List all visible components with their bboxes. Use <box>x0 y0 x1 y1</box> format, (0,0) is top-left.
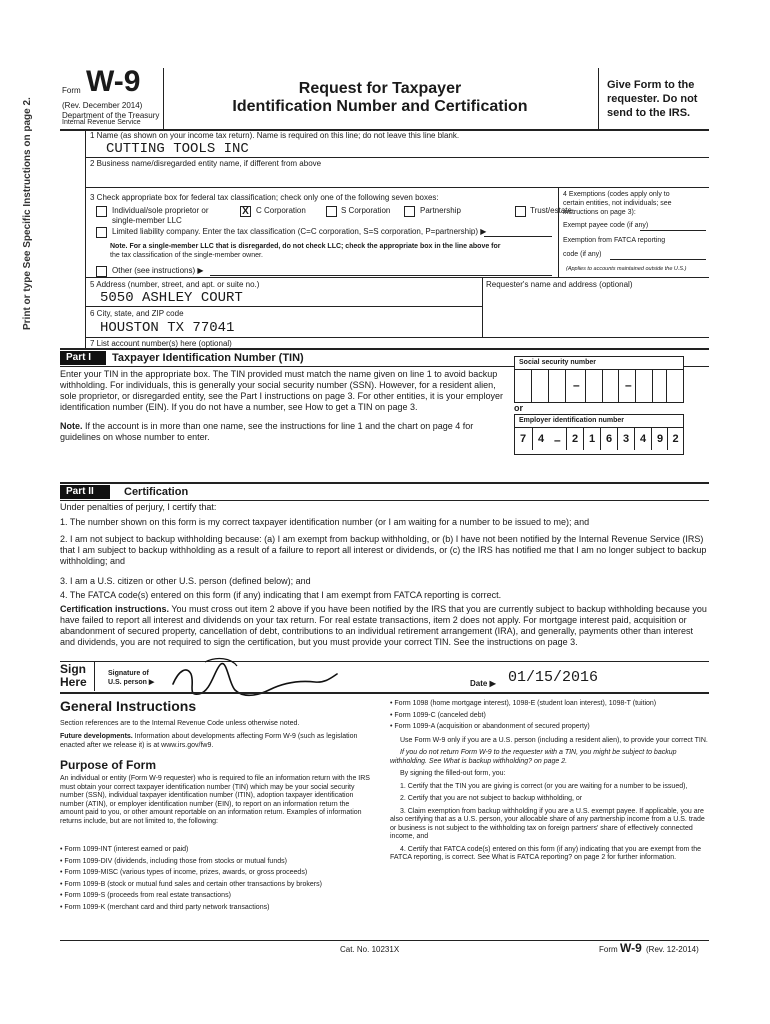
fatca-applies-note: (Applies to accounts maintained outside the U.S.) <box>566 266 687 272</box>
cert-item-3: 3. I am a U.S. citizen or other U.S. person (defined below); and <box>60 576 311 586</box>
form-title-line2: Identification Number and Certification <box>232 98 528 115</box>
exemptions-line2: certain entities, not individuals; see <box>563 200 672 207</box>
bullet-1098: • Form 1098 (home mortgage interest), 1098-E (student loan interest), 1098-T (tuition) <box>390 700 657 707</box>
llc-note-line2: the tax classification of the single-member owner. <box>110 252 263 259</box>
requester-label: Requester's name and address (optional) <box>486 280 633 289</box>
ein-label-box <box>514 414 684 428</box>
ssn-digit-5[interactable] <box>602 370 619 402</box>
ein-digit-6[interactable]: 3 <box>617 428 634 450</box>
footer-revision: (Rev. 12-2014) <box>646 945 699 954</box>
agency: Internal Revenue Service <box>62 119 141 126</box>
footer-form-word: Form <box>599 945 618 954</box>
here-label: Here <box>60 675 87 689</box>
exemptions-line3: instructions on page 3): <box>563 209 636 216</box>
give-form-line3: send to the IRS. <box>607 107 691 119</box>
signature-label2: U.S. person ▶ <box>108 679 155 686</box>
cert-item-2: 2. I am not subject to backup withholding because: (a) I am exempt from backup withholding, or (b) I have not been notified by the Internal Revenue Service (IRS) that I am subject to backup withholding as a result of a failure to report all interest or dividends, or (c) the IRS has notified me that I am no longer subject to backup withholding; and <box>60 534 707 566</box>
line7-label: 7 List account number(s) here (optional) <box>90 339 232 348</box>
individual-label2: single-member LLC <box>112 216 182 225</box>
llc-label: Limited liability company. Enter the tax classification (C=C corporation, S=S corporation, P=partnership) ▶ <box>112 227 487 236</box>
trust-estate-label: Trust/estate <box>530 206 572 215</box>
date-label: Date ▶ <box>470 679 496 688</box>
certify-1: 1. Certify that the TIN you are giving is correct (or you are waiting for a number to be issued), <box>400 782 688 790</box>
llc-note-line1: Note. For a single-member LLC that is disregarded, do not check LLC; check the appropriate box in the line above for <box>110 243 501 250</box>
c-corporation-checkbox[interactable]: X <box>240 206 251 217</box>
cert-item-1: 1. The number shown on this form is my correct taxpayer identification number (or I am waiting for a number to be issued to me); and <box>60 517 590 527</box>
section-references: Section references are to the Internal Revenue Code unless otherwise noted. <box>60 720 300 727</box>
s-corporation-checkbox[interactable] <box>326 206 337 217</box>
s-corporation-label: S Corporation <box>341 206 391 215</box>
department: Department of the Treasury <box>62 111 160 120</box>
part1-note: Note. If the account is in more than one name, see the instructions for line 1 and the chart on page 4 for guidelines on whose number to enter. <box>60 421 474 442</box>
ein-dash: – <box>554 433 561 447</box>
ssn-dash-2: – <box>625 378 632 392</box>
individual-label: Individual/sole proprietor or <box>112 206 209 215</box>
part1-title: Taxpayer Identification Number (TIN) <box>112 352 304 364</box>
bullet-1099-b: • Form 1099-B (stock or mutual fund sales and certain other transactions by brokers) <box>60 880 322 888</box>
cert-item-4: 4. The FATCA code(s) entered on this form (if any) indicating that I am exempt from FATCA reporting is correct. <box>60 590 502 600</box>
part2-tag: Part II <box>60 485 110 499</box>
exemptions-line1: 4 Exemptions (codes apply only to <box>563 191 670 198</box>
bullet-1099-div: • Form 1099-DIV (dividends, including those from stocks or mutual funds) <box>60 857 287 865</box>
bullet-1099-c: • Form 1099-C (canceled debt) <box>390 711 486 719</box>
footer-form-number: W-9 <box>620 941 642 955</box>
signature-scribble[interactable] <box>165 650 345 704</box>
other-checkbox[interactable] <box>96 266 107 277</box>
form-title-line1: Request for Taxpayer <box>298 80 462 97</box>
perjury-intro: Under penalties of perjury, I certify that: <box>60 502 217 512</box>
ein-digit-3[interactable]: 2 <box>566 428 583 450</box>
catalog-number: Cat. No. 10231X <box>340 945 400 954</box>
line2-label: 2 Business name/disregarded entity name, if different from above <box>90 159 322 168</box>
give-form-line1: Give Form to the <box>607 79 695 91</box>
signature-label1: Signature of <box>108 670 149 677</box>
purpose-heading: Purpose of Form <box>60 758 157 772</box>
ssn-digit-6[interactable] <box>635 370 653 402</box>
form-word: Form <box>62 86 81 95</box>
ssn-entry-box[interactable] <box>514 369 684 403</box>
certify-2: 2. Certify that you are not subject to backup withholding, or <box>400 795 583 802</box>
other-label: Other (see instructions) ▶ <box>112 266 204 275</box>
certify-4: 4. Certify that FATCA code(s) entered on this form (if any) indicating that you are exempt from the FATCA reporting, is correct. See What is FATCA reporting? on page 2 for further information. <box>390 845 702 861</box>
use-form-text: Use Form W-9 only if you are a U.S. person (including a resident alien), to provide your correct TIN. <box>400 736 708 744</box>
partnership-label: Partnership <box>420 206 461 215</box>
ein-digit-2[interactable]: 4 <box>532 428 549 450</box>
bullet-1099-k: • Form 1099-K (merchant card and third party network transactions) <box>60 903 270 911</box>
ssn-digit-3[interactable] <box>549 370 566 402</box>
business-name-field[interactable] <box>100 168 700 186</box>
part1-tag: Part I <box>60 351 106 365</box>
give-form-line2: requester. Do not <box>607 93 698 105</box>
ein-digit-1[interactable]: 7 <box>519 433 527 445</box>
ssn-dash-1: – <box>573 378 580 392</box>
future-developments: Future developments. Information about developments affecting Form W-9 (such as legislation enacted after we release it) is at www.irs.gov/fw9. <box>60 733 358 749</box>
ein-digit-9[interactable]: 2 <box>667 428 683 450</box>
form-number: W-9 <box>86 65 141 98</box>
cert-instructions: Certification instructions. You must cross out item 2 above if you have been notified by the IRS that you are currently subject to backup withholding because you have failed to report all interest and dividends on your tax return. For real estate transactions, item 2 does not apply. For mortgage interest paid, acquisition or abandonment of secured property, cancellation of debt, contributions to an individual retirement arrangement (IRA), and generally, payments other than interest and dividends, you are not required to sign the certification, but you must provide your correct TIN. See the instructions on page 3. <box>60 604 707 647</box>
or-label: or <box>514 403 523 413</box>
ssn-label-box <box>514 356 684 370</box>
ssn-label: Social security number <box>519 359 597 366</box>
fatca-label2: code (if any) <box>563 251 602 258</box>
name-field[interactable]: CUTTING TOOLS INC <box>106 141 249 157</box>
line5-label: 5 Address (number, street, and apt. or suite no.) <box>90 280 260 289</box>
ein-entry-box[interactable] <box>514 427 684 455</box>
sign-label: Sign <box>60 662 86 676</box>
if-not-returned-text: If you do not return Form W-9 to the requester with a TIN, you might be subject to backup withholding. See What is backup withholding? on page 2. <box>390 749 677 765</box>
address-field[interactable]: 5050 ASHLEY COURT <box>100 290 243 306</box>
partnership-checkbox[interactable] <box>404 206 415 217</box>
account-number-field[interactable] <box>280 338 700 348</box>
bullet-1099-a: • Form 1099-A (acquisition or abandonment of secured property) <box>390 723 590 730</box>
line3-label: 3 Check appropriate box for federal tax classification; check only one of the following seven boxes: <box>90 193 439 202</box>
bullet-1099-s: • Form 1099-S (proceeds from real estate transactions) <box>60 892 231 899</box>
by-signing-text: By signing the filled-out form, you: <box>400 770 506 777</box>
date-field[interactable]: 01/15/2016 <box>508 669 599 686</box>
line1-label: 1 Name (as shown on your income tax return). Name is required on this line; do not leave this line blank. <box>90 131 460 140</box>
requester-field[interactable] <box>486 292 704 334</box>
llc-checkbox[interactable] <box>96 227 107 238</box>
certify-3: 3. Claim exemption from backup withholding if you are a U.S. exempt payee. If applicable, you are also certifying that as a U.S. person, your allocable share of any partnership income from a U.S. trade or business is not subject to the withholding tax on foreign partners' share of effectively connected income, and <box>390 807 705 840</box>
line6-label: 6 City, state, and ZIP code <box>90 309 184 318</box>
part2-title: Certification <box>124 486 189 498</box>
individual-checkbox[interactable] <box>96 206 107 217</box>
bullet-list-right <box>390 700 708 863</box>
city-state-zip-field[interactable]: HOUSTON TX 77041 <box>100 320 235 336</box>
sidebar-instructions: Print or type See Specific Instructions on page 2. <box>22 97 33 330</box>
ssn-digit-1[interactable] <box>515 370 532 402</box>
revision-date: (Rev. December 2014) <box>62 101 143 110</box>
exempt-payee-label: Exempt payee code (if any) <box>563 222 649 229</box>
part1-instructions: Enter your TIN in the appropriate box. The TIN provided must match the name given on line 1 to avoid backup withholding. For individuals, this is generally your social security number (SSN). However, for a resident alien, sole proprietor, or disregarded entity, see the Part I instructions on page 3. For other entities, it is your employer identification number (EIN). If you do not have a number, see How to get a TIN on page 3. <box>60 369 504 412</box>
fatca-label1: Exemption from FATCA reporting <box>563 237 666 244</box>
ssn-digit-2[interactable] <box>532 370 549 402</box>
ein-digit-7[interactable]: 4 <box>634 428 651 450</box>
general-instructions-heading: General Instructions <box>60 698 197 714</box>
ein-digit-4[interactable]: 1 <box>583 428 600 450</box>
c-corporation-label: C Corporation <box>256 206 306 215</box>
ein-label: Employer identification number <box>519 417 625 424</box>
ein-digit-5[interactable]: 6 <box>600 428 617 450</box>
bullet-1099-int: • Form 1099-INT (interest earned or paid) <box>60 846 189 853</box>
ssn-digit-4[interactable] <box>585 370 603 402</box>
ein-digit-8[interactable]: 9 <box>651 428 668 450</box>
bullet-1099-misc: • Form 1099-MISC (various types of income, prizes, awards, or gross proceeds) <box>60 869 308 876</box>
trust-estate-checkbox[interactable] <box>515 206 526 217</box>
purpose-text: An individual or entity (Form W-9 requester) who is required to file an information return with the IRS must obtain your correct taxpayer identification number (TIN) which may be your social security number (SSN), individual taxpayer identification number (ITIN), adoption taxpayer identification number (ATIN), or employer identification number (EIN), to report on an information return the amount paid to you, or other amount reportable on an information return. Examples of information returns include, but are not limited to, the following: <box>60 775 370 825</box>
bullet-list-left <box>60 846 370 912</box>
ssn-digit-7[interactable] <box>652 370 667 402</box>
